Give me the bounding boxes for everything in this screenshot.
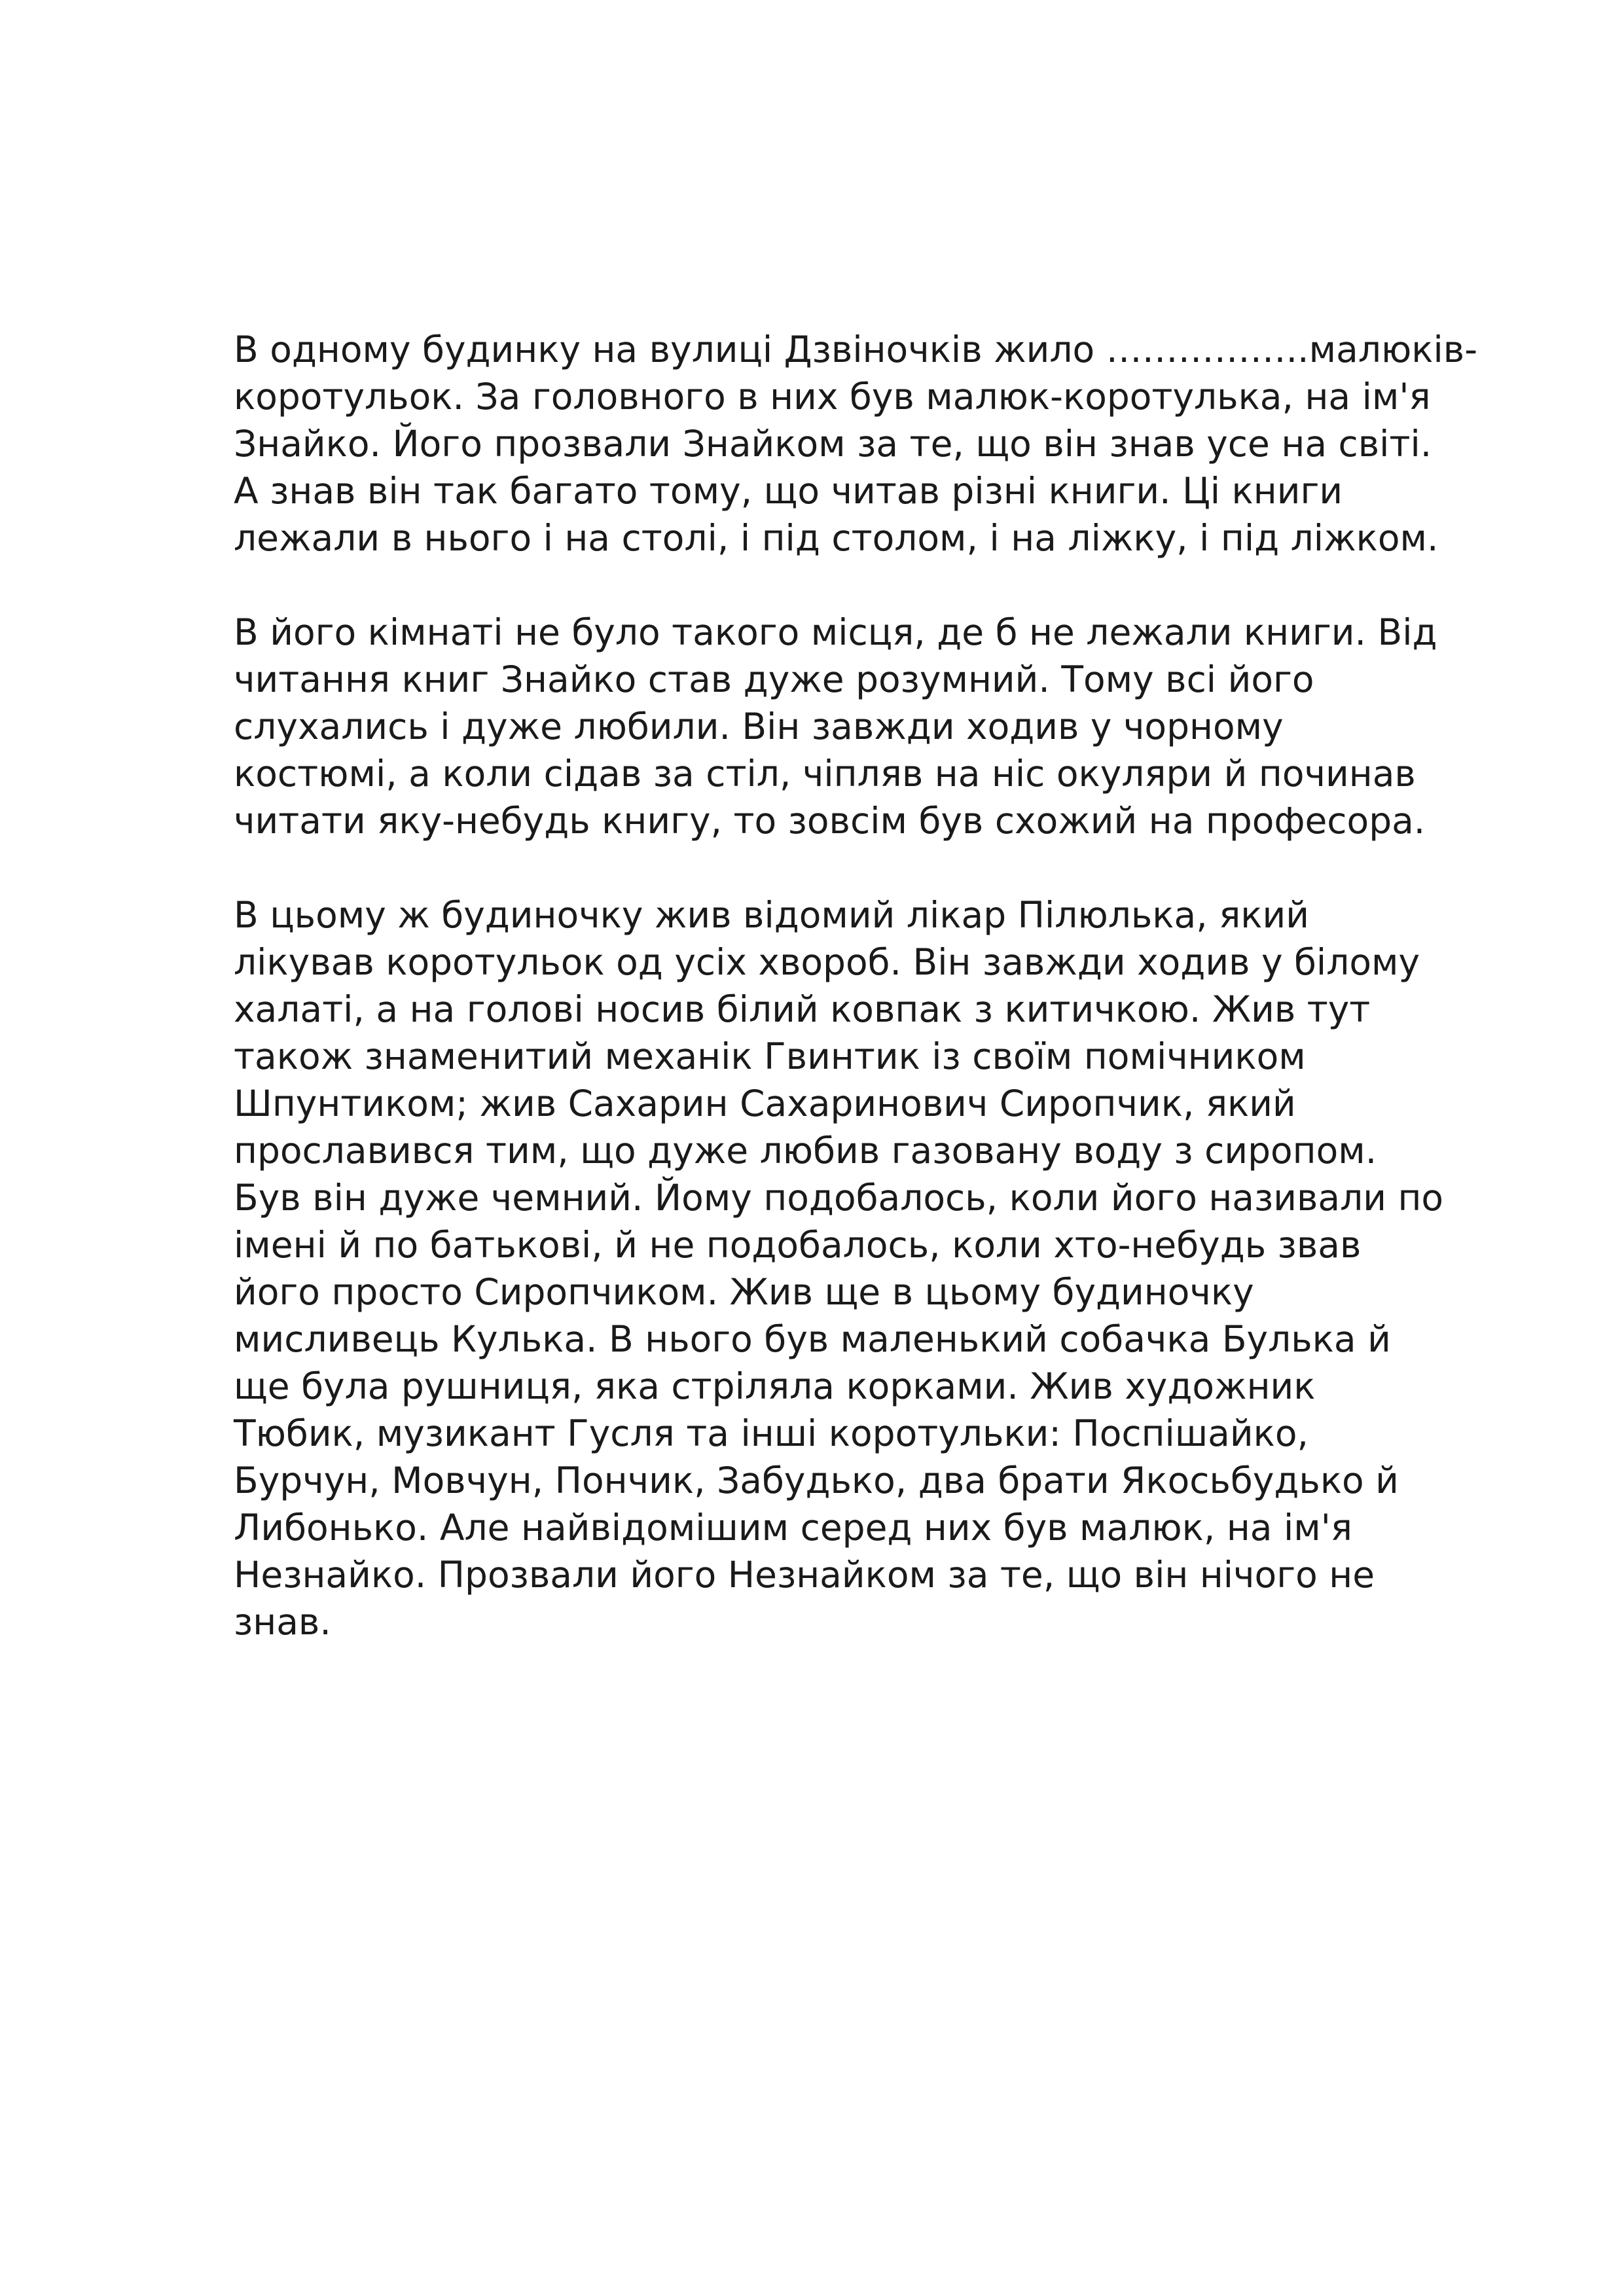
text-line: Був він дуже чемний. Йому подобалось, коли його називали по (234, 1177, 1444, 1219)
text-line: імені й по батькові, й не подобалось, коли хто-небудь звав (234, 1224, 1362, 1266)
text-line: В його кімнаті не було такого місця, де б не лежали книги. Від (234, 611, 1437, 653)
story-text (234, 326, 1530, 1693)
text-line: коротульок. За головного в них був малюк-коротулька, на ім'я (234, 376, 1431, 418)
text-line: ще була рушниця, яка стріляла корками. Жив художник (234, 1365, 1316, 1407)
text-line: читати яку-небудь книгу, то зовсім був схожий на професора. (234, 800, 1426, 842)
text-line: читання книг Знайко став дуже розумний. Тому всі його (234, 658, 1314, 700)
text-line: також знаменитий механік Гвинтик із своїм помічником (234, 1035, 1306, 1077)
text-line: Незнайко. Прозвали його Незнайком за те, що він нічого не (234, 1554, 1375, 1596)
text-line: знав. (234, 1601, 331, 1643)
text-line: костюмі, а коли сідав за стіл, чіпляв на ніс окуляри й починав (234, 753, 1416, 795)
text-line: мисливець Кулька. В нього був маленький собачка Булька й (234, 1318, 1391, 1360)
text-line: лежали в нього і на столі, і під столом, і на ліжку, і під ліжком. (234, 517, 1439, 559)
text-line: Либонько. Але найвідомішим серед них був малюк, на ім'я (234, 1507, 1352, 1549)
text-line: лікував коротульок од усіх хвороб. Він завжди ходив у білому (234, 941, 1420, 983)
text-line: слухались і дуже любили. Він завжди ходив у чорному (234, 706, 1284, 747)
text-line: Шпунтиком; жив Сахарин Сахаринович Сиропчик, який (234, 1083, 1296, 1124)
text-line: Бурчун, Мовчун, Пончик, Забудько, два брати Якосьбудько й (234, 1460, 1399, 1501)
paragraph-2 (234, 609, 1530, 844)
text-line: В одному будинку на вулиці Дзвіночків жило ……………..малюків- (234, 329, 1478, 370)
text-line: Знайко. Його прозвали Знайком за те, що він знав усе на світі. (234, 423, 1432, 465)
text-line: В цьому ж будиночку жив відомий лікар Пілюлька, який (234, 894, 1309, 936)
text-line: Тюбик, музикант Гусля та інші коротульки: Поспішайко, (234, 1412, 1308, 1454)
text-line: його просто Сиропчиком. Жив ще в цьому будиночку (234, 1271, 1254, 1313)
paragraph-3 (234, 891, 1530, 1645)
text-line: А знав він так багато тому, що читав різні книги. Ці книги (234, 470, 1343, 512)
paragraph-1 (234, 326, 1530, 562)
text-line: халаті, а на голові носив білий ковпак з китичкою. Жив тут (234, 988, 1371, 1030)
text-line: прославився тим, що дуже любив газовану воду з сиропом. (234, 1130, 1377, 1172)
